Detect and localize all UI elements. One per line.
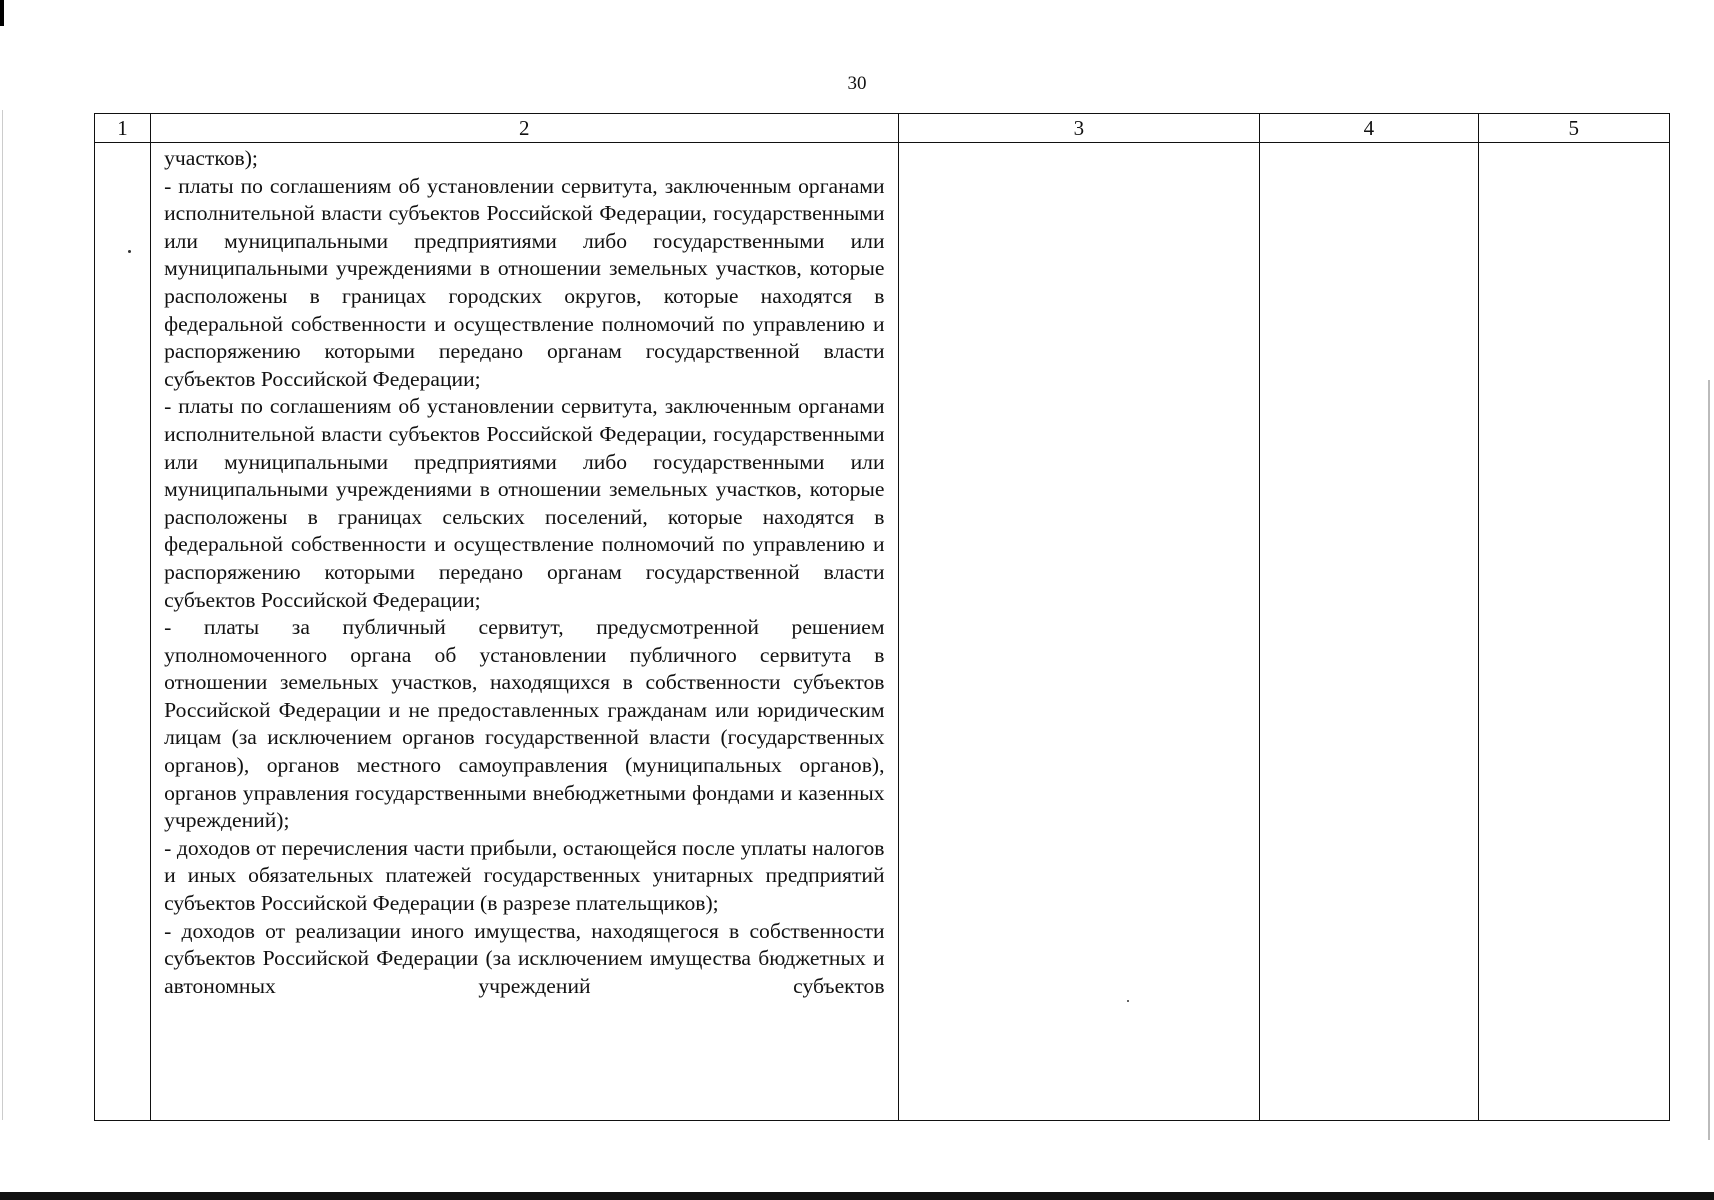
row-cell-2 <box>151 143 898 1121</box>
header-cell-2: 2 <box>151 114 898 143</box>
row-cell-4 <box>1260 143 1478 1121</box>
scan-speck <box>128 250 131 253</box>
paragraph-5: - доходов от перечисления части прибыли, остающейся после уплаты налогов и иных обязательных платежей государственных унитарных предприятий субъектов Российской Федерации (в разрезе плательщиков); <box>164 835 885 916</box>
row-cell-1 <box>95 143 151 1121</box>
paragraph-6: - доходов от реализации иного имущества, находящегося в собственности субъектов Российской Федерации (за исключением имущества бюджетных и автономных учреждений субъектов <box>164 918 885 998</box>
scan-speck <box>1127 1000 1129 1002</box>
table-row <box>95 143 1670 1121</box>
scan-edge-right <box>1708 380 1710 1140</box>
header-cell-4: 4 <box>1260 114 1478 143</box>
paragraph-3: - платы по соглашениям об установлении сервитута, заключенным органами исполнительной власти субъектов Российской Федерации, государственными или муниципальными предприятиями либо государственными или муниципальными учреждениями в отношении земельных участков, которые расположены в границах сельских поселений, которые находятся в федеральной собственности и осуществление полномочий по управлению и распоряжению которыми передано органам государственной власти субъектов Российской Федерации; <box>164 394 885 612</box>
header-cell-3: 3 <box>898 114 1260 143</box>
row-cell-2-text <box>151 143 897 1000</box>
scan-bottom-edge <box>0 1192 1714 1200</box>
header-cell-1: 1 <box>95 114 151 143</box>
row-cell-5 <box>1478 143 1669 1121</box>
header-cell-5: 5 <box>1478 114 1669 143</box>
paragraph-1: участков); <box>164 146 258 170</box>
paragraph-4: - платы за публичный сервитут, предусмотренной решением уполномоченного органа об установлении публичного сервитута в отношении земельных участков, находящихся в собственности субъектов Российской Федерации и не предоставленных гражданам или юридическим лицам (за исключением органов государственной власти (государственных органов), органов местного самоуправления (муниципальных органов), органов управления государственными внебюджетными фондами и казенных учреждений); <box>164 615 885 833</box>
scan-edge-left <box>2 110 3 1120</box>
table-header-row <box>95 114 1670 143</box>
page-number: 30 <box>847 73 867 94</box>
row-cell-3 <box>898 143 1260 1121</box>
scan-mark <box>0 0 4 26</box>
paragraph-2: - платы по соглашениям об установлении сервитута, заключенным органами исполнительной власти субъектов Российской Федерации, государственными или муниципальными предприятиями либо государственными или муниципальными учреждениями в отношении земельных участков, которые расположены в границах городских округов, которые находятся в федеральной собственности и осуществление полномочий по управлению и распоряжению которыми передано органам государственной власти субъектов Российской Федерации; <box>164 173 885 391</box>
document-table <box>94 113 1670 1121</box>
